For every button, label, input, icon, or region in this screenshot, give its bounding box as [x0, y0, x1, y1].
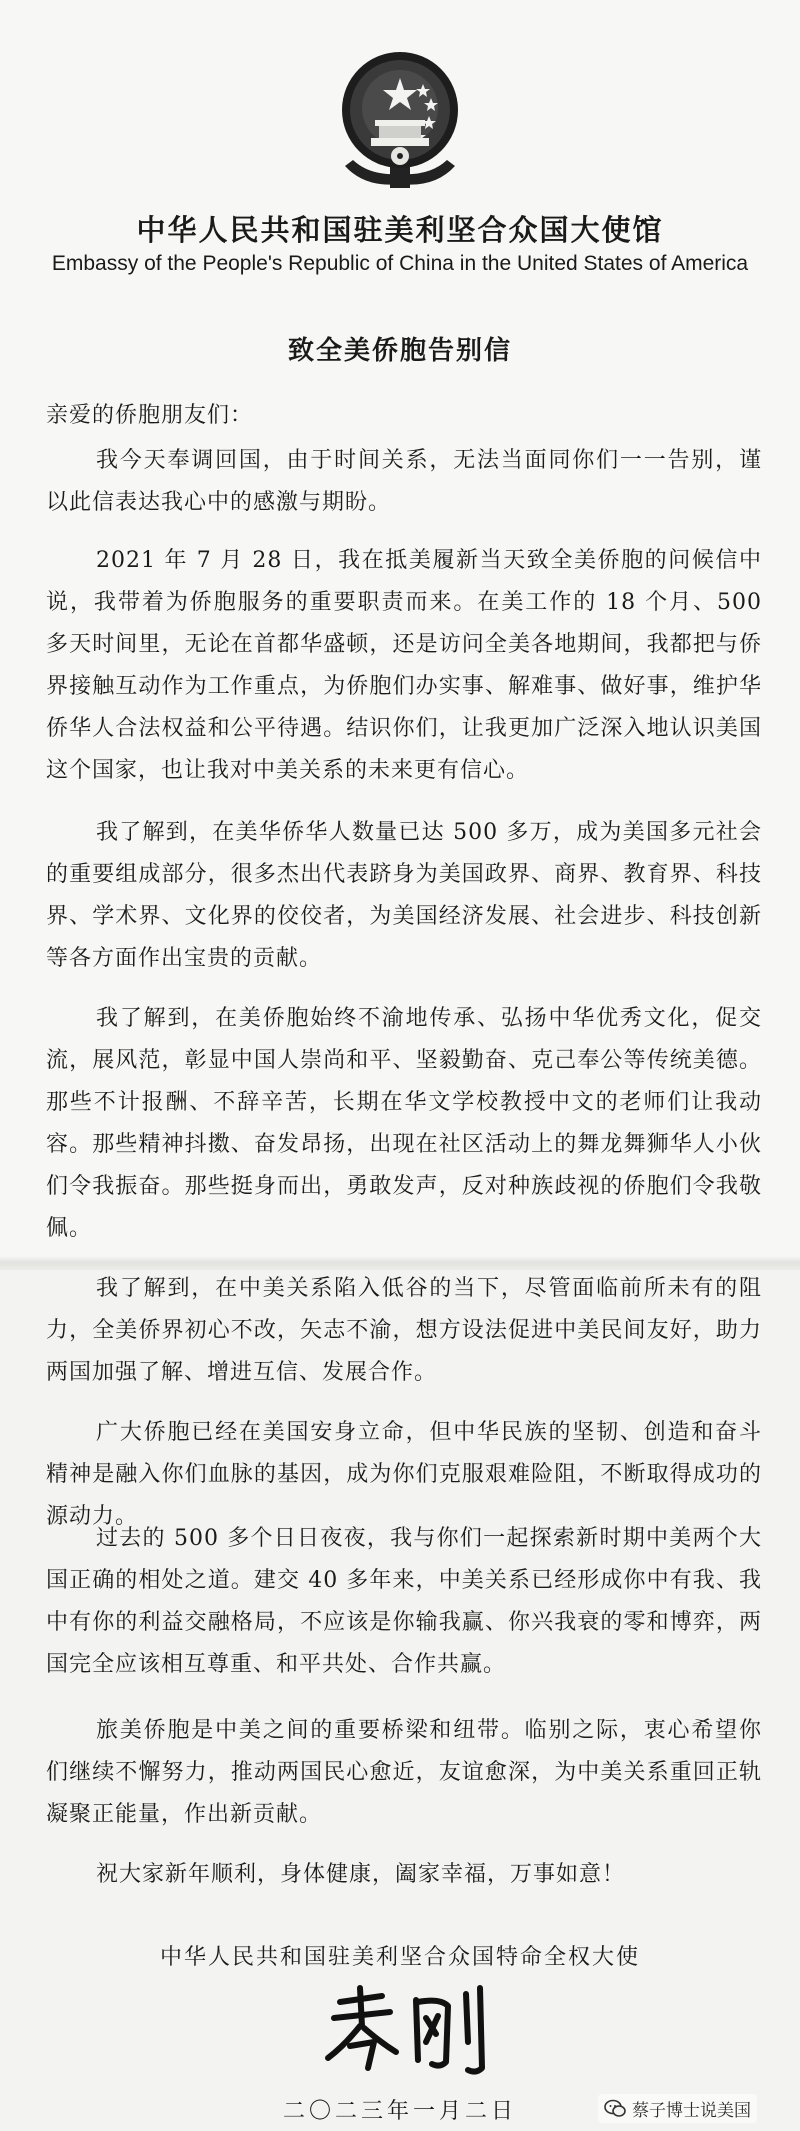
paragraph-1: 我今天奉调回国，由于时间关系，无法当面同你们一一告别，谨以此信表达我心中的感激与期盼。 — [46, 448, 762, 515]
watermark — [598, 2094, 757, 2123]
paragraph-4: 我了解到，在美侨胞始终不渝地传承、弘扬中华优秀文化，促交流，展风范，彰显中国人崇尚和平、坚毅勤奋、克己奉公等传统美德。那些不计报酬、不辞辛苦，长期在华文学校教授中文的老师们让我动容。那些精神抖擞、奋发昂扬，出现在社区活动上的舞龙舞狮华人小伙们令我振奋。那些挺身而出，勇敢发声，反对种族歧视的侨胞们令我敬佩。 — [46, 1006, 762, 1241]
letter-date: 二〇二三年一月二日 — [282, 2099, 517, 2124]
paragraph-5: 我了解到，在中美关系陷入低谷的当下，尽管面临前所未有的阻力，全美侨界初心不改，矢志不渝，想方设法促进中美民间友好，助力两国加强了解、增进互信、发展合作。 — [46, 1276, 762, 1385]
paragraph-8: 旅美侨胞是中美之间的重要桥梁和纽带。临别之际，衷心希望你们继续不懈努力，推动两国民心愈近，友谊愈深，为中美关系重回正轨凝聚正能量，作出新贡献。 — [46, 1718, 762, 1827]
embassy-name-en: Embassy of the People's Republic of China in the United States of America — [51, 252, 749, 275]
letter-title: 致全美侨胞告别信 — [287, 336, 512, 366]
national-emblem-icon — [335, 38, 465, 190]
paragraph-6: 广大侨胞已经在美国安身立命，但中华民族的坚韧、创造和奋斗精神是融入你们血脉的基因，成为你们克服艰难险阻，不断取得成功的源动力。 — [46, 1420, 762, 1529]
paragraph-7: 过去的 500 多个日日夜夜，我与你们一起探索新时期中美两个大国正确的相处之道。建交 40 多年来，中美关系已经形成你中有我、我中有你的利益交融格局，不应该是你输我赢、你兴我衰的零和博弈，两国完全应该相互尊重、和平共处、合作共赢。 — [46, 1526, 762, 1677]
handwritten-signature — [320, 1980, 490, 2075]
salutation: 亲爱的侨胞朋友们： — [46, 403, 254, 428]
watermark-text: 蔡子博士说美国 — [632, 2101, 751, 2121]
ambassador-title: 中华人民共和国驻美利坚合众国特命全权大使 — [159, 1945, 640, 1970]
paragraph-9: 祝大家新年顺利，身体健康，阖家幸福，万事如意！ — [96, 1862, 626, 1887]
embassy-name-cn: 中华人民共和国驻美利坚合众国大使馆 — [136, 213, 664, 247]
wechat-channel-icon — [604, 2099, 626, 2119]
paragraph-3: 我了解到，在美华侨华人数量已达 500 多万，成为美国多元社会的重要组成部分，很多杰出代表跻身为美国政界、商界、教育界、科技界、学术界、文化界的佼佼者，为美国经济发展、社会进步、科技创新等各方面作出宝贵的贡献。 — [46, 820, 762, 971]
paragraph-2: 2021 年 7 月 28 日，我在抵美履新当天致全美侨胞的问候信中说，我带着为侨胞服务的重要职责而来。在美工作的 18 个月、500 多天时间里，无论在首都华盛顿，还是访问全美各地期间，我都把与侨界接触互动作为工作重点，为侨胞们办实事、解难事、做好事，维护华侨华人合法权益和公平待遇。结识你们，让我更加广泛深入地认识美国这个国家，也让我对中美关系的未来更有信心。 — [46, 548, 762, 783]
